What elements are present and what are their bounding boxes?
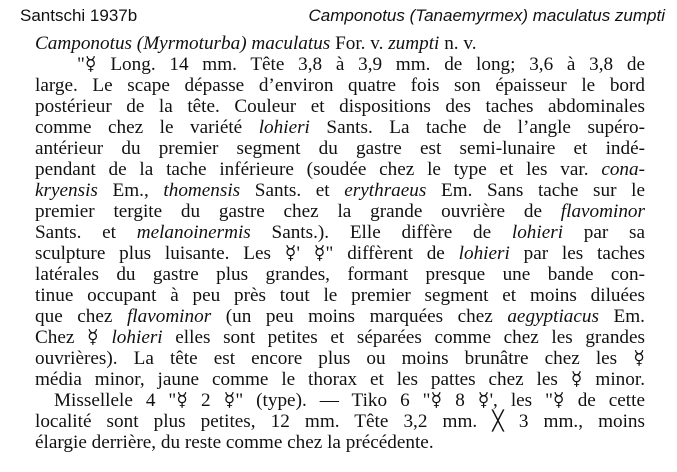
text-line-12: latérales du gastre plus grandes, formant presque une bande con- — [35, 264, 645, 285]
text-line-2: "☿ Long. 14 mm. Tête 3,8 à 3,9 mm. de long; 3,6 à 3,8 de — [77, 54, 645, 75]
text-line-8: kryensis Em., thomensis Sants. et erythraeus Em. Sans tache sur le — [35, 180, 645, 201]
page-header — [20, 6, 665, 28]
text-line-15: Chez ☿ lohieri elles sont petites et séparées comme chez les grandes — [35, 327, 645, 348]
text-line-14: que chez flavominor (un peu moins marquées chez aegyptiacus Em. — [35, 306, 645, 327]
text-line-17: média minor, jaune comme le thorax et les pattes chez les ☿ minor. — [35, 369, 645, 390]
text-line-9: premier tergite du gastre chez la grande ouvrière de flavominor — [35, 201, 645, 222]
text-line-13: tinue occupant à peu près tout le premier segment et moins diluées — [35, 285, 645, 306]
text-line-20: élargie derrière, du reste comme chez la précédente. — [35, 432, 434, 453]
text-line-6: antérieur du premier segment du gastre est semi-lunaire et indé- — [35, 138, 645, 159]
text-line-18: Missellele 4 "☿ 2 ☿" (type). — Tiko 6 "☿ 8 ☿', les "☿ de cette — [54, 390, 645, 411]
text-line-7: pendant de la tache inférieure (soudée chez le type et les var. cona- — [35, 159, 645, 180]
text-line-19: localité sont plus petites, 12 mm. Tête 3,2 mm. ╳ 3 mm., moins — [35, 411, 645, 432]
taxon-title: Camponotus (Tanaemyrmex) maculatus zumpti — [308, 6, 665, 25]
text-line-10: Sants. et melanoinermis Sants.). Elle diffère de lohieri par sa — [35, 222, 646, 243]
text-line-4: postérieur de la tête. Couleur et dispositions des taches abdominales — [35, 96, 645, 117]
text-line-3: large. Le scape dépasse d’environ quatre fois son épaisseur le bord — [35, 75, 645, 96]
text-line-16: ouvrières). La tête est encore plus ou moins brunâtre chez les ☿ — [35, 348, 645, 369]
text-line-1: Camponotus (Myrmoturba) maculatus For. v. zumpti n. v. — [35, 33, 477, 54]
citation-label: Santschi 1937b — [20, 6, 138, 25]
text-line-5: comme chez le variété lohieri Sants. La tache de l’angle supéro- — [35, 117, 645, 138]
text-line-11: sculpture plus luisante. Les ☿' ☿" diffèrent de lohieri par les taches — [35, 243, 645, 264]
